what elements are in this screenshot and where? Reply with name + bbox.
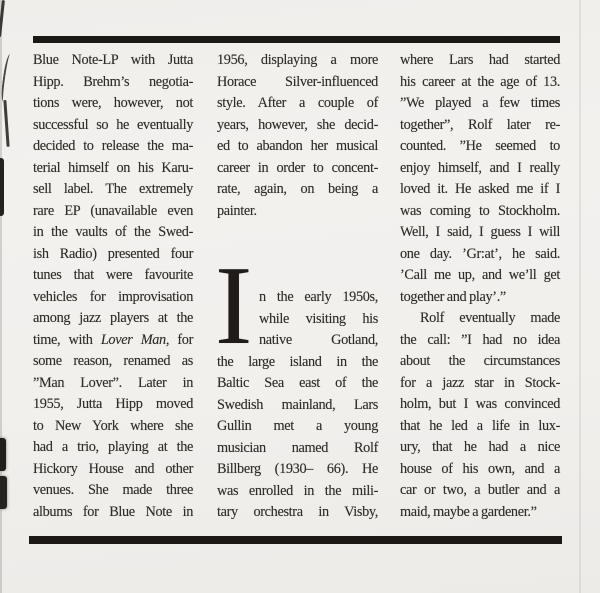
top-rule (33, 36, 560, 43)
text-line: musician named Rolf (217, 439, 378, 456)
text-line: Gullin met a young (217, 418, 378, 434)
text-line: terial himself on his Karu- (33, 159, 193, 176)
text-line: Billberg (1930– 66). He (217, 461, 378, 477)
text-line: was coming to Stockholm. (400, 202, 560, 219)
paragraph (400, 50, 560, 308)
text-line: counted. ”He seemed to (400, 138, 560, 154)
text-line: some reason, renamed as (33, 353, 193, 369)
text-line: successful so he eventually (33, 116, 193, 133)
text-line: 1956, displaying a more (217, 52, 378, 68)
text-line: maid, maybe a gardener.” (400, 503, 537, 520)
drop-cap: I (215, 244, 253, 368)
text-line: house of his own, and a (400, 460, 560, 477)
text-line: native Gotland, (259, 332, 378, 348)
text-line: painter. (217, 202, 257, 219)
text-line: rate, again, on being a (217, 181, 378, 197)
text-line: holm, but I was convinced (400, 396, 560, 412)
scan-artifact-edge-blob (0, 158, 4, 216)
text-line: tary orchestra in Visby, (217, 504, 378, 520)
text-line: style. After a couple of (217, 95, 378, 111)
page-crease-line (579, 0, 581, 593)
text-line: Hipp. Brehm’s negotia- (33, 73, 193, 90)
text-line: vehicles for improvisation (33, 288, 193, 305)
text-line: about the circumstances (400, 353, 560, 369)
text-line: Rolf eventually made (420, 310, 560, 326)
text-line: ury, that he had a nice (400, 439, 560, 455)
text-line: the call: ”I had no idea (400, 331, 560, 348)
text-line: the large island in the (217, 353, 378, 370)
text-line: together”, Rolf later re- (400, 116, 560, 133)
text-line: ”Man Lover”. Later in (33, 374, 193, 391)
text-line (33, 330, 193, 352)
scan-artifact-top-corner (0, 0, 5, 37)
text-line: years, however, she decid- (217, 116, 378, 133)
scan-artifact-thin-line (3, 100, 9, 147)
text-line: where Lars had started (400, 52, 560, 68)
paragraph (33, 50, 193, 523)
italic-title-text: Lover Man (100, 331, 166, 348)
text-line: Hickory House and other (33, 460, 193, 477)
text-line: rare EP (unavailable even (33, 202, 193, 219)
text-line: car or two, a butler and a (400, 482, 560, 498)
paragraph (400, 308, 560, 523)
text-line: enjoy himself, and I really (400, 159, 560, 176)
paragraph (217, 50, 378, 222)
text-segment: time, with (33, 331, 101, 348)
text-line: together and play’.” (400, 288, 506, 305)
text-line: decided to release the ma- (33, 138, 193, 154)
text-line: ’Call me up, and we’ll get (400, 267, 560, 283)
text-line: Well, I said, I guess I will (400, 224, 560, 240)
text-column-middle (217, 50, 378, 524)
text-line: loved it. He asked me if I (400, 181, 560, 197)
text-line: ed to abandon her musical (217, 138, 378, 154)
text-line: tunes that were favourite (33, 267, 193, 283)
text-column-right (400, 50, 560, 523)
text-line: his career at the age of 13. (400, 73, 560, 90)
text-line: while visiting his (259, 310, 378, 327)
text-segment: , for (165, 331, 193, 348)
text-line: career in order to concent- (217, 159, 378, 176)
text-line: sell label. The extremely (33, 181, 193, 197)
text-line: ”We played a few times (400, 95, 560, 111)
text-line: albums for Blue Note in (33, 503, 193, 520)
text-line: had a trio, playing at the (33, 439, 193, 455)
text-line: venues. She made three (33, 482, 193, 498)
scan-artifact-staple-upper (0, 438, 6, 471)
text-line: tions were, however, not (33, 95, 193, 111)
text-line: was enrolled in the mili- (217, 482, 378, 499)
paragraph (215, 244, 378, 524)
bottom-rule (29, 536, 562, 544)
text-line: one day. ’Gr:at’, he said. (400, 245, 560, 262)
text-line: n the early 1950s, (259, 289, 378, 305)
text-line: in the vaults of the Swed- (33, 224, 193, 240)
scan-artifact-staple-lower (0, 476, 7, 509)
text-line: Baltic Sea east of the (217, 375, 378, 391)
text-line: Blue Note-LP with Jutta (33, 52, 193, 68)
text-line: ish Radio) presented four (33, 245, 193, 262)
text-line: that he led a life in lux- (400, 417, 560, 434)
text-line: among jazz players at the (33, 310, 193, 326)
text-line: to New York where she (33, 417, 193, 434)
text-line: Horace Silver-influenced (217, 73, 378, 90)
text-line: for a jazz star in Stock- (400, 374, 560, 391)
text-line: Swedish mainland, Lars (217, 396, 378, 413)
text-column-left (33, 50, 193, 523)
scan-artifact-curved-mark (0, 54, 15, 103)
text-line: 1955, Jutta Hipp moved (33, 396, 193, 412)
